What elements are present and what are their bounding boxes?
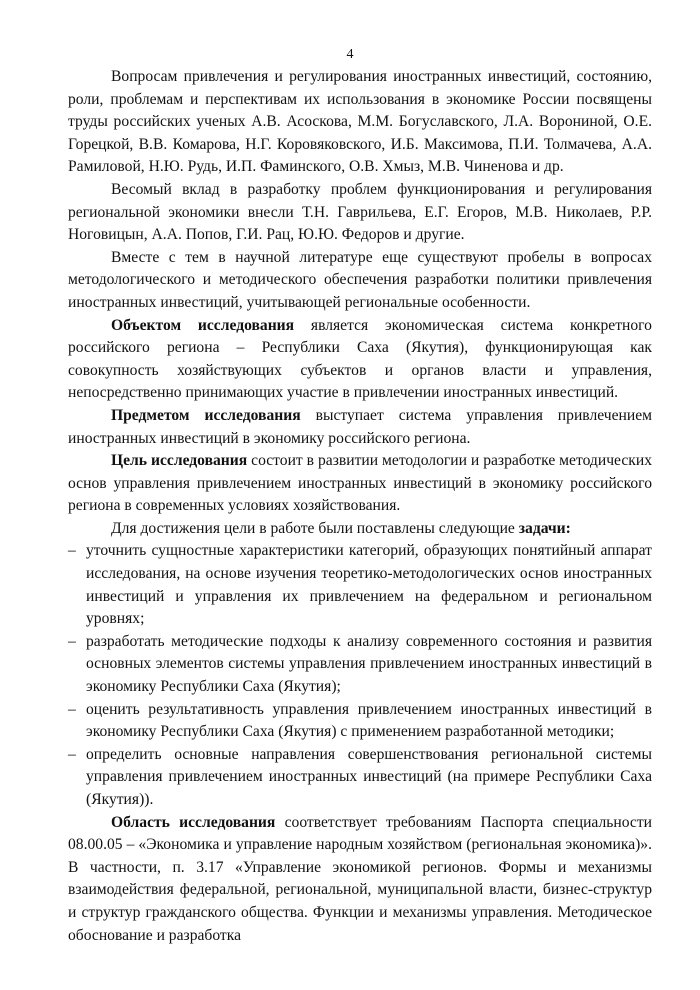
area-text: соответствует требованиям Паспорта специальности 08.00.05 – «Экономика и управление народным хозяйством (региональная экономика)». В частности, п. 3.17 «Управление экономикой регионов. Формы и механизмы взаимодействия федеральной, региональной, муниципальной власти, бизнес-структур и структур гражданского общества. Функции и механизмы управления. Методическое обоснование и разработка: [68, 813, 652, 944]
tasks-intro-text: Для достижения цели в работе были поставлены следующие: [111, 519, 519, 537]
paragraph-tasks-intro: [68, 518, 652, 541]
list-item: – оценить результативность управления привлечением иностранных инвестиций в экономику Республики Саха (Якутия) с применением разработанной методики;: [68, 699, 652, 744]
list-item: – уточнить сущностные характеристики категорий, образующих понятийный аппарат исследования, на основе изучения теоретико-методологических основ иностранных инвестиций и управления их привлечением на федеральном и региональном уровнях;: [68, 540, 652, 630]
paragraph-researchers: Вопросам привлечения и регулирования иностранных инвестиций, состоянию, роли, проблемам и перспективам их использования в экономике России посвящены труды российских ученых А.В. Асоскова, М.М. Богуславского, Л.А. Ворониной, О.Е. Горецкой, В.В. Комарова, Н.Г. Коровяковского, И.Б. Максимова, П.И. Толмачева, А.А. Рамиловой, Н.Ю. Рудь, И.П. Фаминского, О.В. Хмыз, М.В. Чиненова и др.: [68, 68, 652, 176]
paragraph-goal: [68, 450, 652, 518]
paragraph-area: [68, 812, 652, 948]
list-item: – разработать методические подходы к анализу современного состояния и развития основных элементов системы управления привлечением иностранных инвестиций в экономику Республики Саха (Якутия);: [68, 631, 652, 699]
object-text: является экономическая система конкретного российского региона – Республики Саха (Якутия), функционирующая как совокупность хозяйствующих субъектов и органов власти и управления, непосредственно принимающих участие в привлечении иностранных инвестиций.: [68, 316, 652, 402]
subject-text: выступает система управления привлечением иностранных инвестиций в экономику российского региона.: [68, 406, 653, 447]
object-label: Объектом исследования: [111, 316, 295, 334]
goal-text: состоит в развитии методологии и разработке методических основ управления привлечением иностранных инвестиций в экономику российского региона в современных условиях хозяйствования.: [68, 452, 652, 515]
tasks-list: [68, 540, 652, 811]
paragraph-subject: [68, 405, 652, 450]
goal-label: Цель исследования: [111, 452, 248, 470]
list-item: – определить основные направления совершенствования региональной системы управления привлечением иностранных инвестиций (на примере Республики Саха (Якутия)).: [68, 744, 652, 812]
page-number: 4: [346, 47, 354, 62]
paragraph-gaps: Вместе с тем в научной литературе еще существуют пробелы в вопросах методологического и методического обеспечения разработки политики привлечения иностранных инвестиций, учитывающей региональные особенности.: [68, 248, 652, 311]
paragraph-regional-economy: Весомый вклад в разработку проблем функционирования и регулирования региональной экономики внесли Т.Н. Гаврильева, Е.Г. Егоров, М.В. Николаев, Р.Р. Ноговицын, А.А. Попов, Г.И. Рац, Ю.Ю. Федоров и другие.: [68, 180, 652, 244]
subject-label: Предметом исследования: [111, 406, 301, 424]
tasks-label: задачи:: [518, 519, 571, 537]
area-label: Область исследования: [111, 813, 276, 831]
page-body: [68, 66, 652, 947]
paragraph-object: [68, 315, 652, 405]
